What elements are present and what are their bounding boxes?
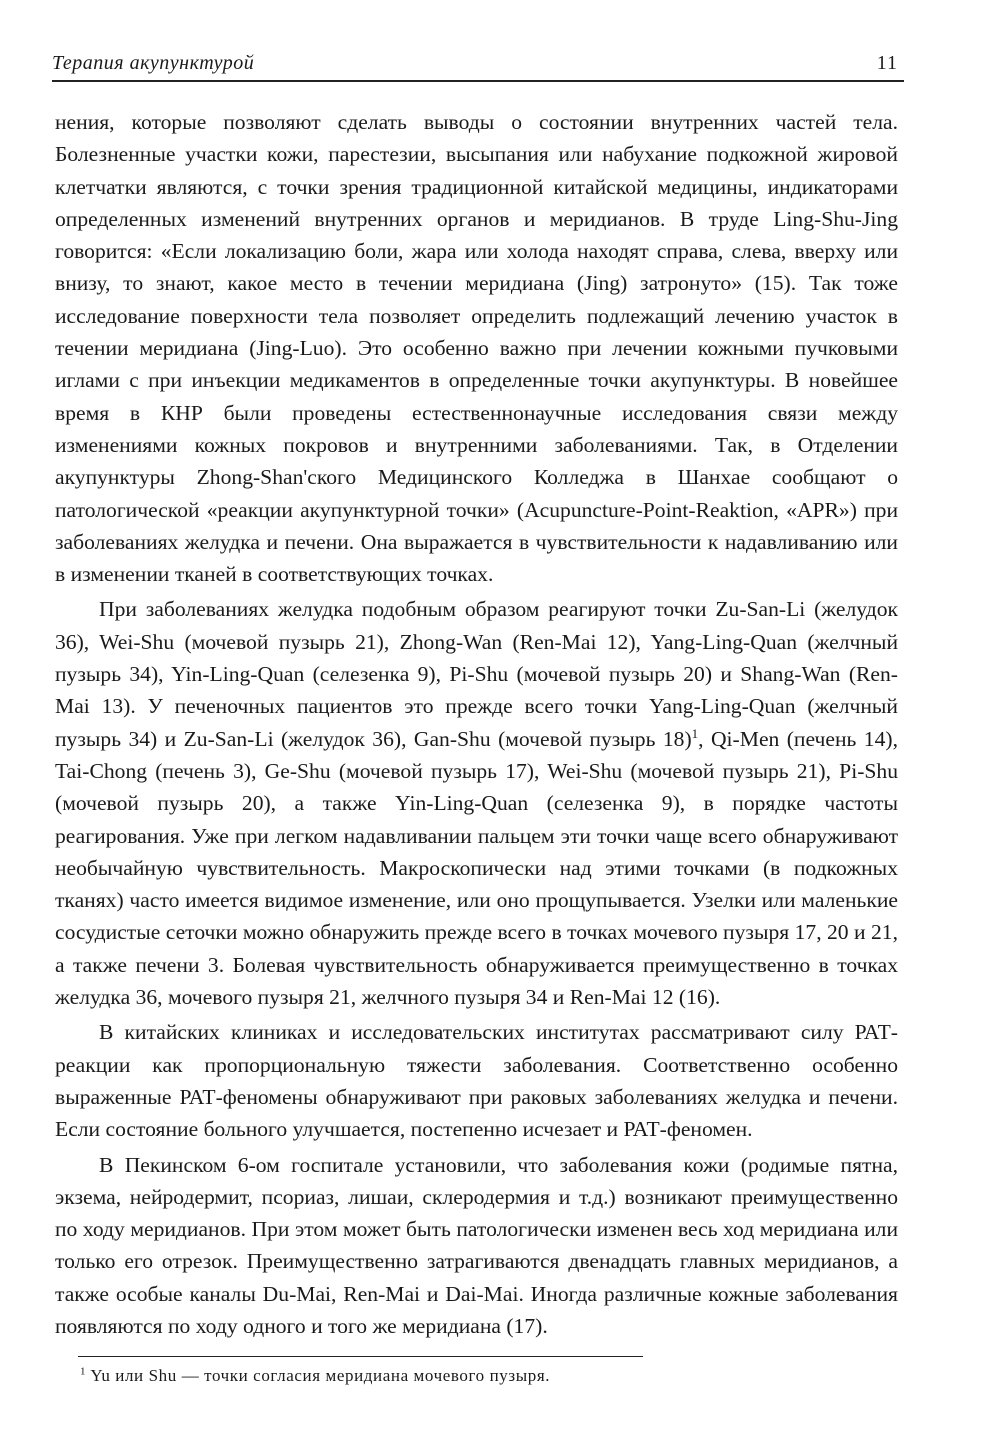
paragraph-skin-diseases: В Пекинском 6-ом госпитале установили, что заболевания кожи (родимые пятна, экзема, нейродермит, псориаз, лишаи, склеродермия и т.д.) возникают преимущественно по ходу меридианов. При этом может быть патологически изменен весь ход меридиана или только его отрезок. Преимущественно затрагиваются двенадцать главных меридианов, а также особые каналы Du-Mai, Ren-Mai и Dai-Mai. Иногда различные кожные заболевания появляются по ходу одного и того же меридиана (17). (55, 1152, 898, 1338)
paragraph-pat-reaction: В китайских клиниках и исследовательских институтах рассматривают силу РАТ-реакции как пропорциональную тяжести заболевания. Соответственно особенно выраженные РАТ-феномены обнаруживают при раковых заболеваниях желудка и печени. Если состояние больного улучшается, постепенно исчезает и РАТ-феномен. (55, 1020, 898, 1142)
running-header (52, 52, 904, 82)
running-title: Терапия акупунктурой (52, 52, 255, 74)
footnote (80, 1364, 900, 1388)
header-rule (52, 80, 904, 82)
paragraph-text-part-2: , Qi-Men (печень 14), Tai-Chong (печень 3), Ge-Shu (мочевой пузырь 17), Wei-Shu (мочевой пузырь 21), Pi-Shu (мочевой пузырь 20), а также Yin-Ling-Quan (селезенка 9), в порядке частоты реагирования. Уже при легком надавливании пальцем эти точки чаще всего обнаруживают необычайную чувствительность. Макроскопически над этими точками (в подкожных тканях) часто имеется видимое изменение, или оно прощупывается. Узелки или маленькие сосудистые сеточки можно обнаружить прежде всего в точках мочевого пузыря 17, 20 и 21, а также печени 3. Болевая чувствительность обнаруживается преимущественно в точках желудка 36, мочевого пузыря 21, желчного пузыря 34 и Ren-Mai 12 (16). (55, 726, 898, 1010)
paragraph-text-part-1: При заболеваниях желудка подобным образом реагируют точки Zu-San-Li (желудок 36), Wei-Shu (мочевой пузырь 21), Zhong-Wan (Ren-Mai 12), Yang-Ling-Quan (желчный пузырь 34), Yin-Ling-Quan (селезенка 9), Pi-Shu (мочевой пузырь 20) и Shang-Wan (Ren-Mai 13). У печеночных пациентов это прежде всего точки Yang-Ling-Quan (желчный пузырь 34) и Zu-San-Li (желудок 36), Gan-Shu (мочевой пузырь 18) (55, 597, 898, 751)
footnote-rule (78, 1356, 643, 1357)
body-text (55, 106, 898, 1342)
footnote-text: Yu или Shu — точки согласия меридиана мочевого пузыря. (86, 1366, 551, 1385)
paragraph-reacting-points (55, 593, 898, 1013)
footnote-marker: 1 (80, 1365, 87, 1378)
page-number: 11 (876, 52, 898, 74)
footnote-reference: 1 (691, 725, 699, 741)
paragraph-continuation: нения, которые позволяют сделать выводы о состоянии внутренних частей тела. Болезненные участки кожи, парестезии, высыпания или набухание подкожной жировой клетчатки являются, с точки зрения традиционной китайской медицины, индикаторами определенных изменений внутренних органов и меридианов. В труде Ling-Shu-Jing говорится: «Если локализацию боли, жара или холода находят справа, слева, вверху или внизу, то знают, какое место в течении меридиана (Jing) затронуто» (15). Так тоже исследование поверхности тела позволяет определить подлежащий лечению участок в течении меридиана (Jing-Luo). Это особенно важно при лечении кожными пучковыми иглами с при инъекции медикаментов в определенные точки акупунктуры. В новейшее время в КНР были проведены естественнонаучные исследования связи между изменениями кожных покровов и внутренними заболеваниями. Так, в Отделении акупунктуры Zhong-Shan'ского Медицинского Колледжа в Шанхае сообщают о патологической «реакции акупунктурной точки» (Acupuncture-Point-Reaktion, «APR») при заболеваниях желудка и печени. Она выражается в чувствительности к надавливанию или в изменении тканей в соответствующих точках. (55, 110, 898, 587)
